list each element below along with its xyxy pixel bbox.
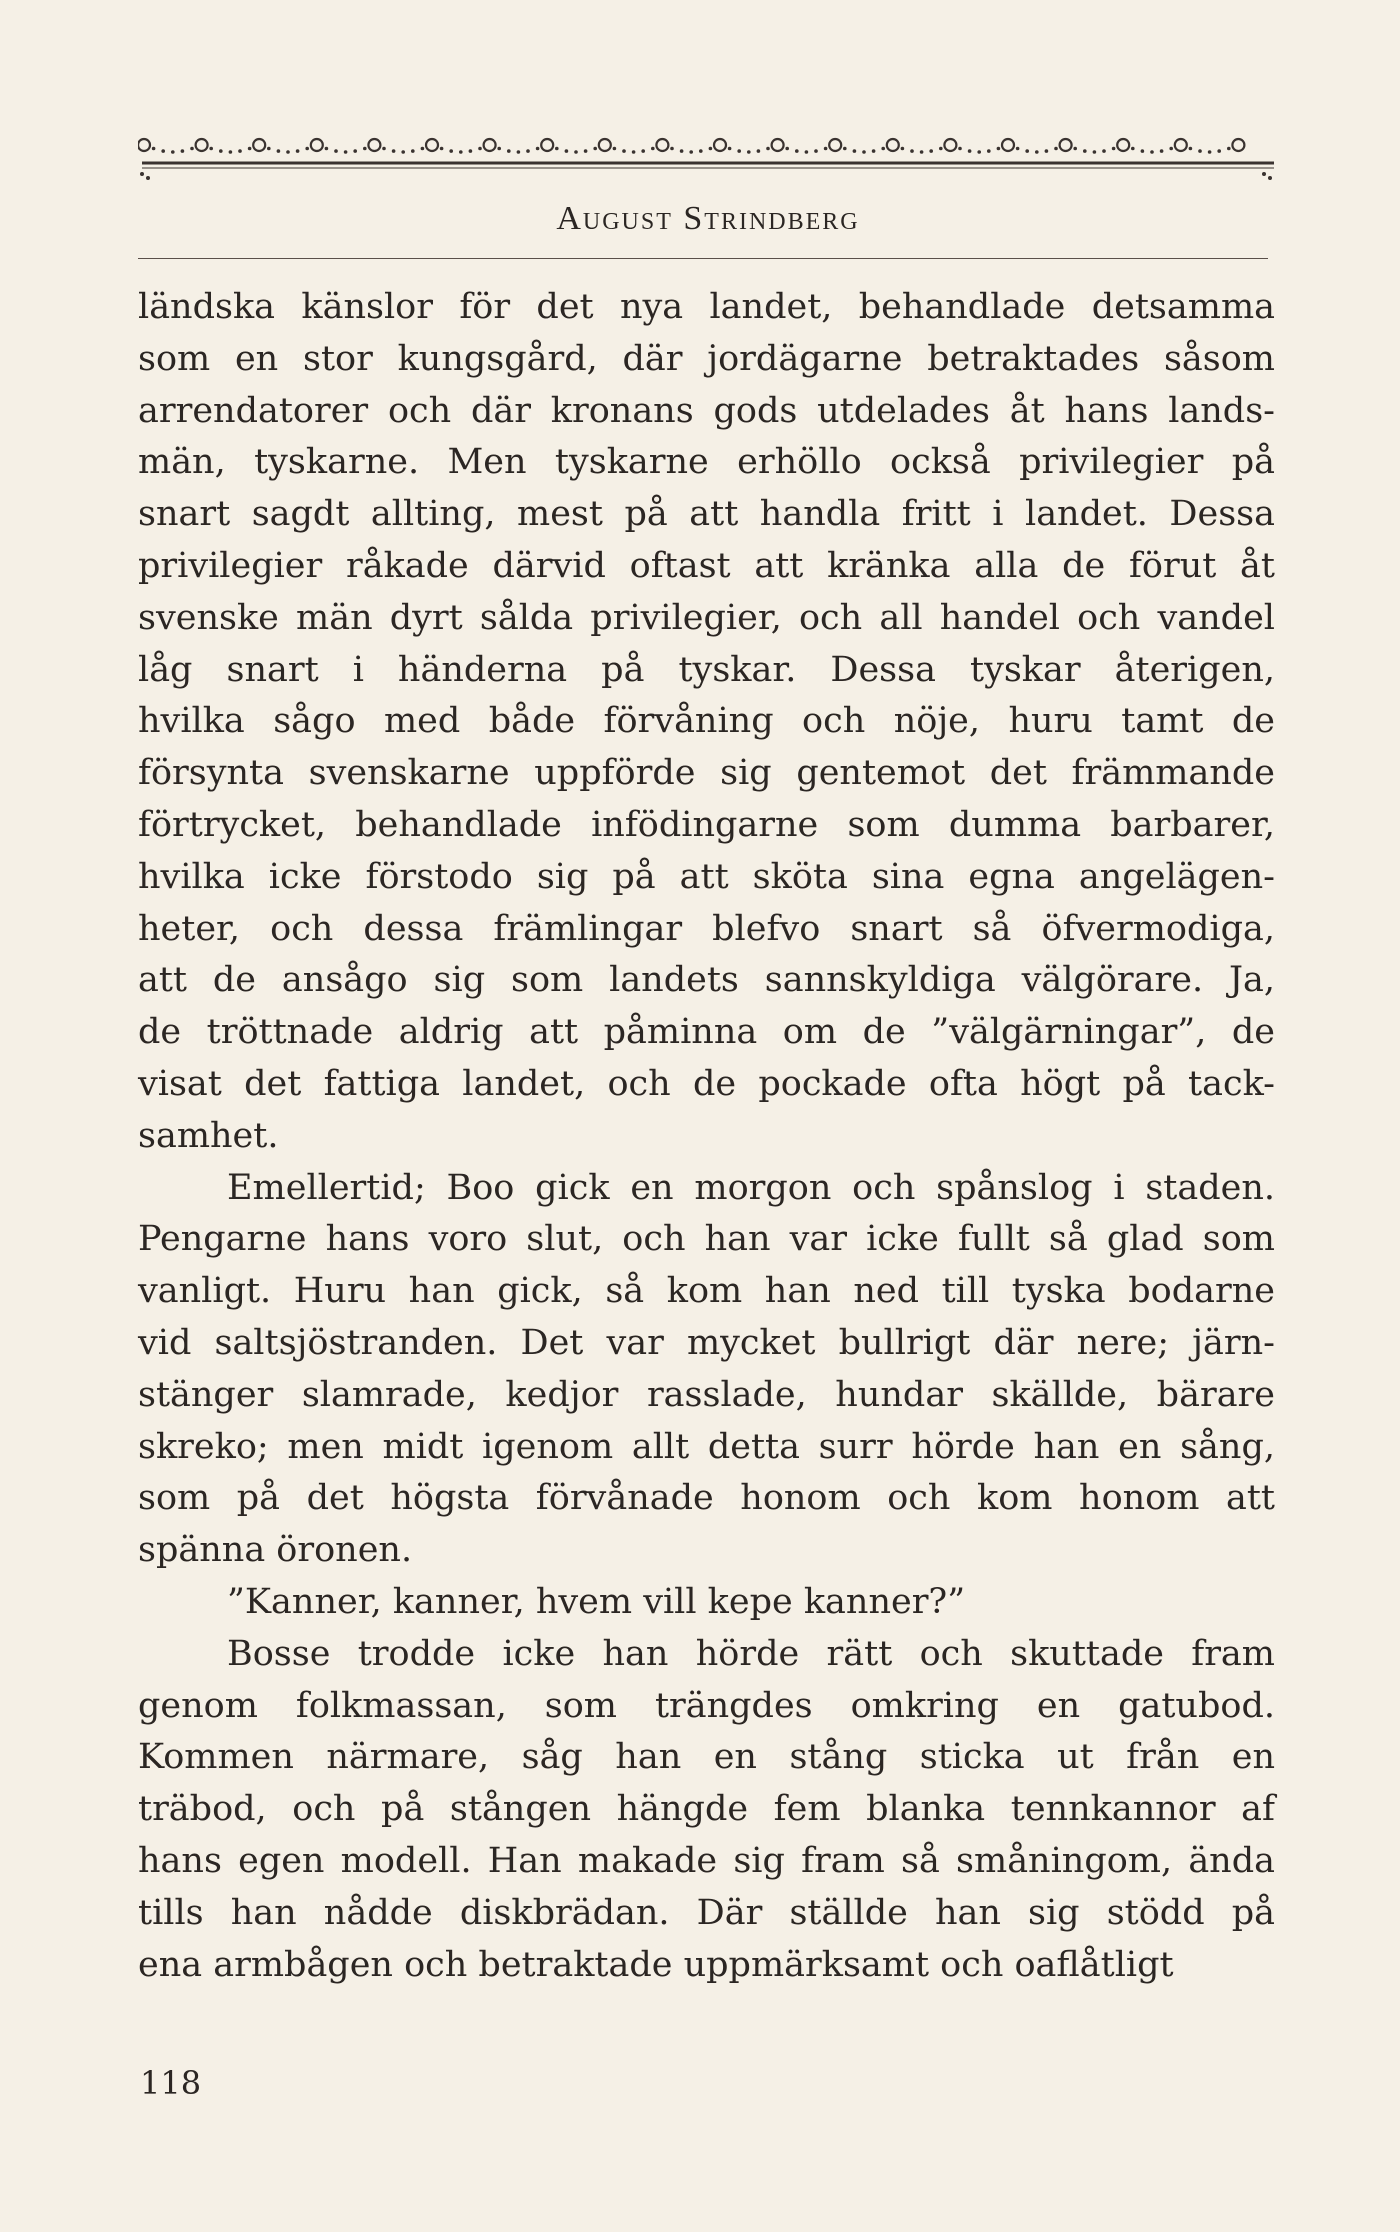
text-line: heter, och dessa främlingar blefvo snart så öfvermodiga, bbox=[138, 908, 1275, 949]
text-line: Emellertid; Boo gick en morgon och spånslog i staden. bbox=[227, 1167, 1275, 1208]
text-line: Pengarne hans voro slut, och han var icke fullt så glad som bbox=[138, 1219, 1275, 1260]
text-line: skreko; men midt igenom allt detta surr hörde han en sång, bbox=[138, 1426, 1275, 1467]
decorative-border-icon bbox=[138, 118, 1278, 180]
text-line: hans egen modell. Han makade sig fram så småningom, ända bbox=[138, 1840, 1275, 1881]
header-rule bbox=[138, 258, 1268, 259]
text-line: snart sagdt allting, mest på att handla fritt i landet. Dessa bbox=[138, 494, 1275, 535]
text-line: som en stor kungsgård, där jordägarne betraktades såsom bbox=[138, 338, 1275, 379]
text-line: vanligt. Huru han gick, så kom han ned till tyska bodarne bbox=[138, 1271, 1275, 1312]
text-line: försynta svenskarne uppförde sig gentemot det främmande bbox=[138, 753, 1275, 794]
text-line: Bosse trodde icke han hörde rätt och skuttade fram bbox=[227, 1633, 1275, 1674]
paragraph bbox=[138, 1629, 1275, 1992]
text-line: samhet. bbox=[138, 1115, 279, 1156]
text-line: hvilka sågo med både förvåning och nöje, huru tamt de bbox=[138, 701, 1275, 742]
text-line: som på det högsta förvånade honom och kom honom att bbox=[138, 1478, 1275, 1519]
text-line: hvilka icke förstodo sig på att sköta sina egna angelägen- bbox=[138, 856, 1275, 897]
text-line: spänna öronen. bbox=[138, 1530, 413, 1571]
text-line: förtrycket, behandlade infödingarne som dumma barbarer, bbox=[138, 804, 1275, 845]
text-line: tills han nådde diskbrädan. Där ställde han sig stödd på bbox=[138, 1892, 1275, 1933]
text-line: ländska känslor för det nya landet, behandlade detsamma bbox=[138, 287, 1275, 327]
text-line: visat det fattiga landet, och de pockade ofta högt på tack- bbox=[138, 1063, 1275, 1104]
text-line: träbod, och på stången hängde fem blanka tennkannor af bbox=[138, 1789, 1275, 1830]
text-line: att de ansågo sig som landets sannskyldiga välgörare. Ja, bbox=[138, 960, 1275, 1001]
running-head: August Strindberg bbox=[556, 200, 860, 237]
paragraph bbox=[138, 1577, 1275, 1629]
text-line: ”Kanner, kanner, hvem vill kepe kanner?” bbox=[227, 1581, 966, 1622]
text-line: svenske män dyrt sålda privilegier, och all handel och vandel bbox=[138, 597, 1275, 638]
text-line: ena armbågen och betraktade uppmärksamt och oaflåtligt bbox=[138, 1944, 1174, 1985]
text-line: de tröttnade aldrig att påminna om de ”välgärningar”, de bbox=[138, 1012, 1275, 1053]
text-line: vid saltsjöstranden. Det var mycket bullrigt där nere; järn- bbox=[138, 1322, 1275, 1363]
text-line: genom folkmassan, som trängdes omkring en gatubod. bbox=[138, 1685, 1275, 1726]
page-number: 118 bbox=[140, 2064, 202, 2102]
body-text bbox=[138, 282, 1275, 1991]
text-line: låg snart i händerna på tyskar. Dessa tyskar återigen, bbox=[138, 649, 1275, 690]
text-line: Kommen närmare, såg han en stång sticka ut från en bbox=[138, 1737, 1275, 1778]
text-line: stänger slamrade, kedjor rasslade, hundar skällde, bärare bbox=[138, 1374, 1275, 1415]
text-line: privilegier råkade därvid oftast att kränka alla de förut åt bbox=[138, 545, 1275, 586]
text-line: män, tyskarne. Men tyskarne erhöllo också privilegier på bbox=[138, 442, 1275, 483]
paragraph bbox=[138, 1163, 1275, 1577]
paragraph bbox=[138, 282, 1275, 1163]
text-line: arrendatorer och där kronans gods utdelades åt hans lands- bbox=[138, 390, 1275, 431]
